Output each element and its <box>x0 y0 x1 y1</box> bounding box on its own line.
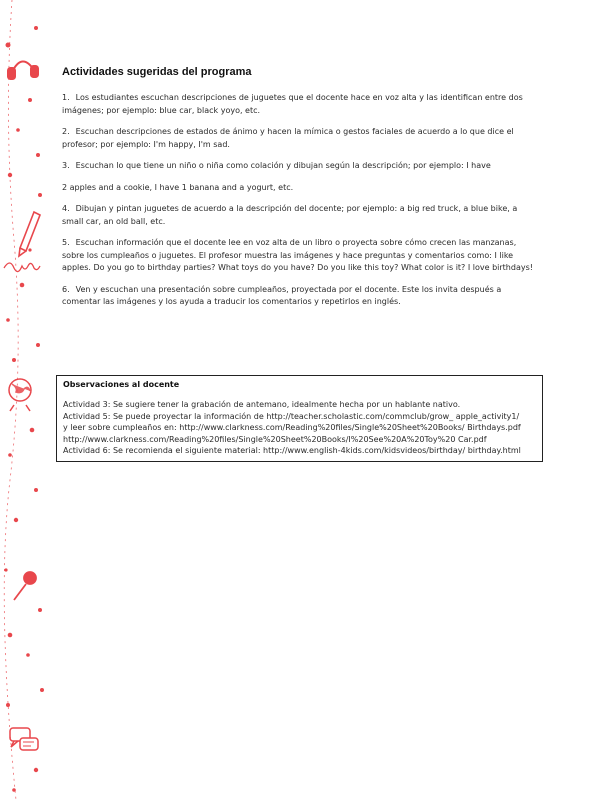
activity-paragraph <box>62 284 540 309</box>
teacher-note-line: Actividad 6: Se recomienda el siguiente material: http://www.english-4kids.com/kidsvideos/birthday/ birthday.html <box>63 446 521 455</box>
activity-number: 6. <box>62 284 70 294</box>
activity-text: Escuchan información que el docente lee en voz alta de un libro o proyecta sobre cómo crecen las manzanas, sobre los cumpleaños o juguetes. El profesor muestra las imágenes y hace preguntas y comentarios como: I like apples. Do you go to birthday parties? What toys do you have? Do you like this toy? What color is it? I love birthdays! <box>62 238 533 272</box>
activity-paragraph <box>62 92 540 117</box>
headphones-icon <box>8 61 38 79</box>
teacher-note-line: y leer sobre cumpleaños en: http://www.clarkness.com/Reading%20files/Single%20Sheet%20Books/ Birthdays.pdf <box>63 423 521 432</box>
activity-text: Ven y escuchan una presentación sobre cumpleaños, proyectada por el docente. Este los invita después a comentar las imágenes y los ayuda a traducir los comentarios y repetirlos en inglés. <box>62 284 502 306</box>
teacher-note-line: http://www.clarkness.com/Reading%20files/Single%20Sheet%20Books/I%20See%20A%20Toy%20 Car.pdf <box>63 434 487 444</box>
activity-text: Escuchan descripciones de estados de ánimo y hacen la mímica o gestos faciales de acuerdo a lo que dice el profesor; por ejemplo: I'm happy, I'm sad. <box>62 127 514 149</box>
activities-section <box>62 66 540 318</box>
teacher-note-line: Actividad 3: Se sugiere tener la grabación de antemano, idealmente hecha por un hablante nativo. <box>63 400 461 409</box>
activity-paragraph <box>62 160 540 173</box>
teacher-notes-title: Observaciones al docente <box>63 380 180 389</box>
activity-text: Dibujan y pintan juguetes de acuerdo a la descripción del docente; por ejemplo: a big red truck, a blue bike, a small car, an old ball, etc. <box>62 204 518 226</box>
activity-number: 2. <box>62 127 70 136</box>
activity-paragraph <box>62 237 540 275</box>
activity-paragraph <box>62 126 540 151</box>
activity-text: Escuchan lo que tiene un niño o niña como colación y dibujan según la descripción; por ejemplo: I have <box>75 161 491 170</box>
microphone-icon <box>14 572 36 600</box>
activity-number: 5. <box>62 238 70 247</box>
scribble-decor <box>4 263 40 272</box>
activity-paragraph <box>62 182 540 195</box>
teacher-note-line: Actividad 5: Se puede proyectar la información de http://teacher.scholastic.com/commclub/grow_ apple_activity1/ <box>63 411 520 421</box>
activity-number: 4. <box>62 204 70 213</box>
page-title: Actividades sugeridas del programa <box>62 66 252 78</box>
activity-number: 1. <box>62 93 70 102</box>
activity-number: 3. <box>62 161 70 170</box>
globe-icon <box>9 379 31 411</box>
activity-paragraph <box>62 203 540 228</box>
decorative-margin <box>0 0 50 800</box>
teacher-notes-box <box>56 375 543 462</box>
activity-list <box>62 92 540 309</box>
teacher-notes-lines <box>63 399 537 457</box>
activity-text: Los estudiantes escuchan descripciones de juguetes que el docente hace en voz alta y las identifican entre dos imágenes; por ejemplo: blue car, black yoyo, etc. <box>62 93 523 115</box>
activity-text: 2 apples and a cookie, I have 1 banana and a yogurt, etc. <box>62 182 294 192</box>
speech-bubbles-icon <box>10 728 38 750</box>
decor-dots <box>4 26 44 792</box>
